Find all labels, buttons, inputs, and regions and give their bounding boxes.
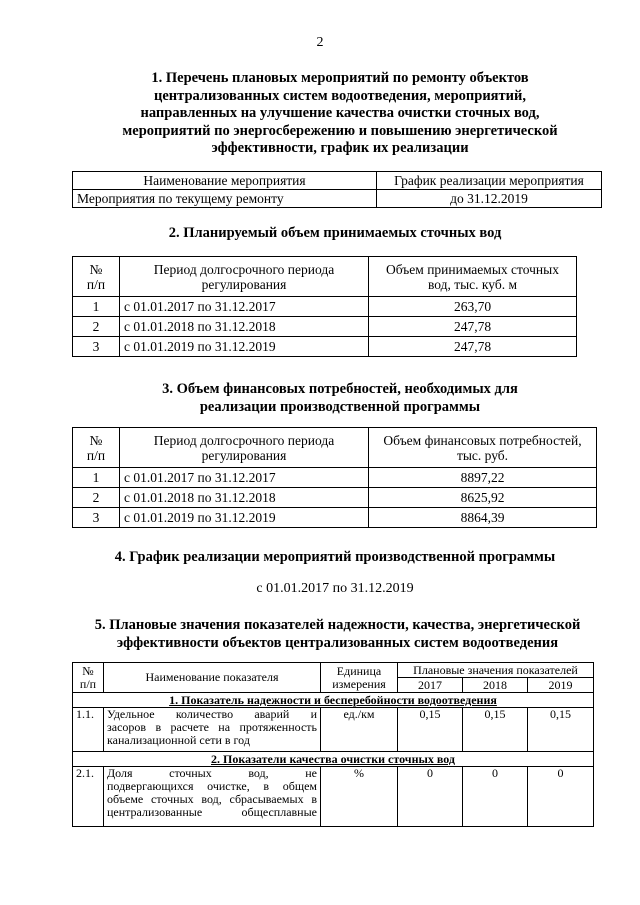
col-header-period: [120, 428, 369, 468]
col-header-year: 2017: [398, 678, 463, 693]
cell-activity: Мероприятия по текущему ремонту: [73, 190, 377, 208]
cell-value: 8897,22: [369, 468, 597, 488]
section1-title-line: централизованных систем водоотведения, мероприятий,: [154, 87, 526, 104]
activities-table: [72, 171, 602, 208]
col-header-number: [73, 663, 104, 693]
section4-title: 4. График реализации мероприятий производственной программы: [114, 549, 556, 565]
cell-period: с 01.01.2017 по 31.12.2017: [120, 297, 369, 317]
cell-value-2018: 0: [463, 767, 528, 827]
cell-value: 8625,92: [369, 488, 597, 508]
section4-period: с 01.01.2017 по 31.12.2019: [256, 581, 414, 596]
col-header-volume: [369, 257, 577, 297]
header-line: регулирования: [201, 447, 287, 463]
col-header-finance: [369, 428, 597, 468]
page-number: 2: [316, 35, 324, 50]
table-row: [73, 468, 597, 488]
table-row: [73, 488, 597, 508]
cell-value-2019: 0,15: [528, 708, 594, 752]
section2-title: 2. Планируемый объем принимаемых сточных вод: [168, 225, 502, 241]
cell-value: 8864,39: [369, 508, 597, 528]
cell-value: 247,78: [369, 317, 577, 337]
col-header-period: [120, 257, 369, 297]
header-line: вод, тыс. куб. м: [427, 276, 518, 292]
section1-title-line: мероприятий по энергосбережению и повышению энергетической: [122, 122, 558, 139]
table-row: [73, 337, 577, 357]
section3-title-line: реализации производственной программы: [199, 398, 481, 415]
col-header-year: 2018: [463, 678, 528, 693]
table-header-row: [73, 428, 597, 468]
cell-indicator: [104, 708, 321, 752]
cell-unit: %: [321, 767, 398, 827]
col-header-number: [73, 257, 120, 297]
section1-title-line: эффективности, график их реализации: [211, 140, 469, 156]
cell-period: с 01.01.2018 по 31.12.2018: [120, 488, 369, 508]
col-header-schedule: График реализации мероприятия: [377, 172, 602, 190]
table-header-row: [73, 172, 602, 190]
section5-title: [50, 617, 625, 652]
section1-title-line: направленных на улучшение качества очистки сточных вод,: [140, 105, 540, 121]
section3-title-line: 3. Объем финансовых потребностей, необходимых для: [162, 381, 518, 397]
cell-schedule: до 31.12.2019: [377, 190, 602, 208]
cell-period: с 01.01.2019 по 31.12.2019: [120, 508, 369, 528]
cell-unit: ед./км: [321, 708, 398, 752]
header-line: Объем финансовых потребностей,: [383, 432, 582, 448]
table-header-row: [73, 663, 594, 678]
cell-value-2017: 0,15: [398, 708, 463, 752]
header-line: п/п: [86, 276, 106, 292]
cell-period: с 01.01.2017 по 31.12.2017: [120, 468, 369, 488]
table-row: [73, 190, 602, 208]
indicator-line: централизованные общесплавные: [107, 805, 317, 819]
header-line: п/п: [86, 447, 106, 463]
cell-indicator: [104, 767, 321, 827]
cell-number: 3: [73, 337, 120, 357]
col-header-unit: [321, 663, 398, 693]
indicator-line: засоров в расчете на протяженность: [107, 720, 317, 734]
indicator-line: подвергающихся очистке, в общем: [107, 779, 317, 793]
table-row: [73, 508, 597, 528]
header-line: №: [89, 432, 103, 448]
col-header-indicator: Наименование показателя: [104, 663, 321, 693]
cell-period: с 01.01.2018 по 31.12.2018: [120, 317, 369, 337]
table-row: [73, 767, 594, 827]
indicator-line: канализационной сети в год: [107, 733, 250, 747]
col-header-activity: Наименование мероприятия: [73, 172, 377, 190]
table-row: [73, 317, 577, 337]
col-header-number: [73, 428, 120, 468]
cell-value-2017: 0: [398, 767, 463, 827]
indicators-table: [72, 662, 594, 827]
group-row: [73, 693, 594, 708]
indicator-line: Доля сточных вод, не: [107, 766, 317, 780]
cell-number: 2.1.: [73, 767, 104, 827]
section5-title-line: 5. Плановые значения показателей надежности, качества, энергетической: [94, 617, 581, 633]
cell-number: 1: [73, 297, 120, 317]
indicator-line: Удельное количество аварий и: [107, 707, 317, 721]
cell-value-2018: 0,15: [463, 708, 528, 752]
header-line: Единица: [336, 663, 382, 678]
col-header-planned: Плановые значения показателей: [398, 663, 594, 678]
financial-needs-table: [72, 427, 597, 528]
header-line: Объем принимаемых сточных: [386, 261, 559, 277]
cell-value: 263,70: [369, 297, 577, 317]
cell-number: 1.1.: [73, 708, 104, 752]
indicator-line: объеме сточных вод, сбрасываемых в: [107, 792, 317, 806]
cell-period: с 01.01.2019 по 31.12.2019: [120, 337, 369, 357]
cell-number: 1: [73, 468, 120, 488]
section5-title-line: эффективности объектов централизованных систем водоотведения: [116, 634, 559, 651]
table-header-row: [73, 257, 577, 297]
group-title: 1. Показатель надежности и бесперебойности водоотведения: [73, 693, 594, 708]
header-line: п/п: [79, 676, 97, 691]
table-row: [73, 297, 577, 317]
wastewater-volume-table: [72, 256, 577, 357]
header-line: Период долгосрочного периода: [153, 432, 335, 448]
section3-title: [80, 381, 600, 416]
group-title: 2. Показатели качества очистки сточных вод: [73, 752, 594, 767]
group-row: [73, 752, 594, 767]
cell-value-2019: 0: [528, 767, 594, 827]
header-line: №: [89, 261, 103, 277]
header-line: Период долгосрочного периода: [153, 261, 335, 277]
table-row: [73, 708, 594, 752]
cell-number: 2: [73, 317, 120, 337]
col-header-year: 2019: [528, 678, 594, 693]
cell-number: 3: [73, 508, 120, 528]
section1-title-line: 1. Перечень плановых мероприятий по ремонту объектов: [151, 70, 529, 86]
section1-title: [95, 70, 585, 158]
header-line: №: [82, 663, 94, 678]
header-line: регулирования: [201, 276, 287, 292]
cell-value: 247,78: [369, 337, 577, 357]
cell-number: 2: [73, 488, 120, 508]
header-line: измерения: [332, 676, 386, 691]
header-line: тыс. руб.: [456, 447, 509, 463]
